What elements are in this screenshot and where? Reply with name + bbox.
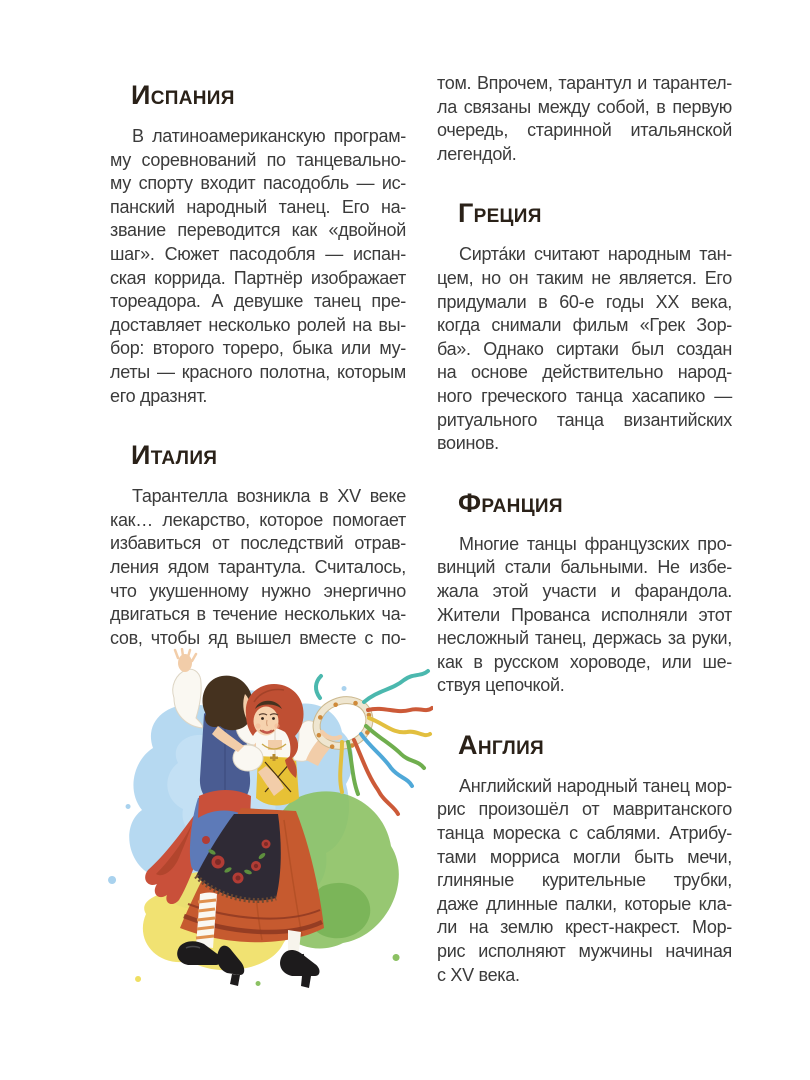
text-line: Английский народный танец мор-: [459, 775, 732, 796]
text-line: танца мореска с саблями. Атрибу-: [437, 823, 732, 844]
paragraph-spain: [110, 125, 406, 408]
text-line: двигаться в течение нескольких ча-: [110, 604, 406, 625]
ribbon-red: [368, 708, 432, 711]
text-line: доставляет несколько ролей на вы-: [110, 314, 406, 335]
text-line: как… лекарство, которое помогает: [110, 509, 406, 530]
text-line: как в русском хороводе, или ше-: [437, 651, 732, 672]
ribbon-yellow-short: [340, 742, 342, 792]
text-line: на основе действительно народ-: [437, 362, 732, 383]
section-heading-spain: ИСПАНИЯ: [131, 80, 235, 110]
text-line: шаг». Сюжет пасодобля — испан-: [110, 243, 406, 264]
text-line: леты — красного полотна, которым: [110, 361, 406, 382]
text-line: рис произошёл от мавританского: [437, 799, 732, 820]
text-line: ного греческого танца хасапико —: [437, 385, 732, 406]
woman-face: [254, 707, 279, 736]
text-line: глиняные курительные трубки,: [437, 870, 732, 891]
text-line: панский народный танец. Его на-: [110, 196, 406, 217]
text-line: ритуального танца византийских: [437, 409, 732, 430]
left-column: [110, 80, 406, 650]
text-line: Многие танцы французских про-: [459, 533, 732, 554]
text-line: придумали в 60-е годы XX века,: [437, 291, 732, 312]
paragraph-italy-continued: [437, 72, 732, 166]
text-line: Жители Прованса исполняли этот: [437, 604, 732, 625]
watercolor-splatter-dots-yellow: [135, 968, 288, 982]
text-line: жала этой участи и фарандола.: [437, 580, 732, 601]
text-line: ли на землю крест-накрест. Мор-: [437, 917, 732, 938]
man-hand-palm: [178, 654, 192, 672]
text-line: ления ядом тарантула. Считалось,: [110, 556, 406, 577]
woman-shoe-heel: [301, 976, 311, 988]
text-line: ская коррида. Партнёр изображает: [110, 267, 406, 288]
ribbon-teal: [364, 671, 428, 702]
section-heading-italy: ИТАЛИЯ: [131, 440, 218, 471]
text-line: с XV века.: [437, 964, 520, 985]
text-line: винций стали бальными. Не избе-: [437, 557, 732, 578]
paragraph-italy: [110, 485, 406, 650]
text-line: избавиться от последствий отрав-: [110, 533, 406, 554]
text-line: сов, чтобы яд вышел вместе с по-: [110, 627, 406, 648]
tarantella-dancers-illustration: [98, 648, 433, 993]
text-line: когда снимали фильм «Грек Зор-: [437, 315, 732, 336]
text-line: звание переводится как «двойной: [110, 220, 406, 241]
text-line: том. Впрочем, тарантул и тарантел-: [437, 73, 732, 93]
section-heading-france: ФРАНЦИЯ: [458, 487, 563, 518]
text-line: легендой.: [437, 143, 517, 164]
woman-cheek-left: [255, 723, 260, 728]
paragraph-france: [437, 533, 732, 698]
watercolor-splatter-dots-green: [256, 954, 400, 986]
text-line: му спорту входит пасодобль — ис-: [110, 173, 406, 194]
text-line: Сирта́ки считают народным тан-: [459, 244, 732, 265]
text-line: ба». Однако сиртаки был создан: [437, 338, 732, 359]
text-line: Тарантелла возникла в XV веке: [132, 486, 406, 507]
text-line: его дразнят.: [110, 385, 208, 406]
rose-center: [254, 864, 258, 868]
ribbon-teal-top: [316, 676, 321, 698]
text-line: очередь, старинной итальянской: [437, 120, 732, 141]
text-line: что укушенному нужно энергично: [110, 580, 406, 601]
text-line: В латиноамериканскую програм-: [132, 126, 406, 146]
text-line: му соревнований по танцевально-: [110, 149, 406, 170]
rose-center: [264, 842, 268, 846]
woman-eye-right: [272, 717, 275, 720]
text-line: тами морриса могли быть мечи,: [437, 846, 732, 867]
paragraph-greece: [437, 243, 732, 455]
text-line: воинов.: [437, 433, 499, 454]
woman-shoe: [280, 950, 319, 976]
text-line: тореадора. А девушке танец пре-: [110, 291, 406, 312]
woman-cheek-right: [274, 723, 279, 728]
woman-eye-left: [261, 717, 264, 720]
text-line: рис исполняют мужчины начиная: [437, 941, 732, 962]
text-line: ствуя цепочкой.: [437, 675, 565, 696]
paragraph-england: [437, 775, 732, 987]
rose: [202, 836, 210, 844]
section-heading-greece: ГРЕЦИЯ: [458, 198, 542, 229]
rose-center: [236, 876, 241, 881]
text-line: цем, но он таким не является. Его: [437, 267, 732, 288]
section-heading-england: АНГЛИЯ: [458, 729, 544, 760]
woman-left-shoe-heel: [230, 974, 240, 986]
text-line: ла связаны между собой, в первую: [437, 96, 732, 117]
ribbon-yellow: [369, 718, 430, 735]
rose-center: [215, 859, 221, 865]
text-line: несложный танец, держась за руки,: [437, 628, 732, 649]
text-line: бор: второго тореро, быка или му-: [110, 338, 406, 359]
text-line: даже длинные палки, которые кла-: [437, 893, 732, 914]
right-column: [437, 72, 732, 987]
